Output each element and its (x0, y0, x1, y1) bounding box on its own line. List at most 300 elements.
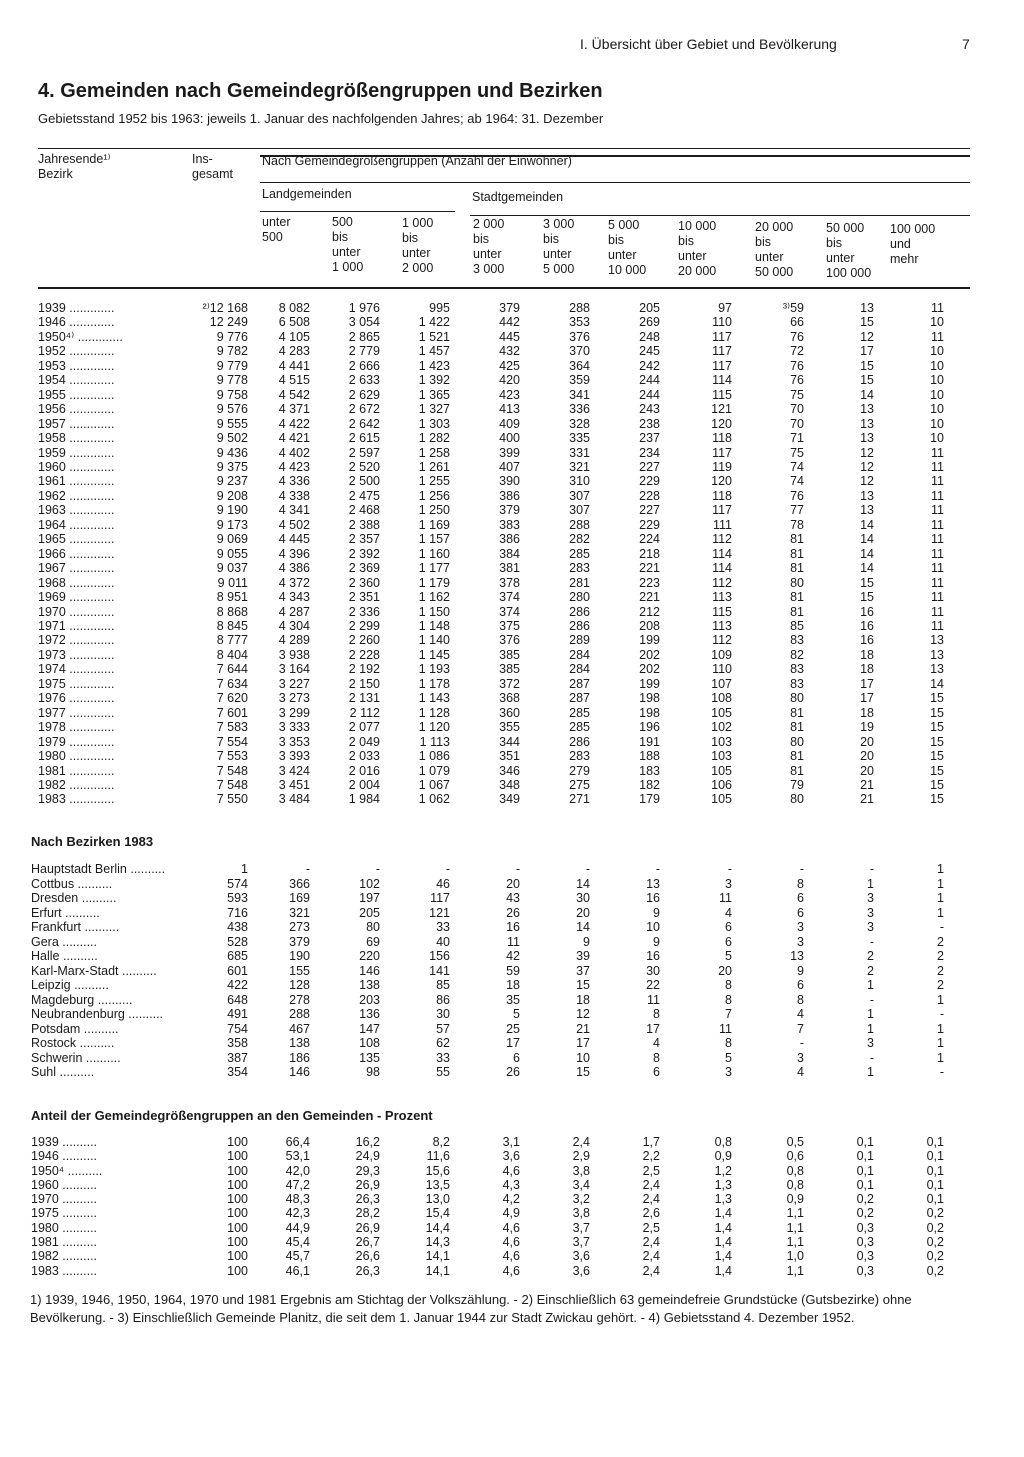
table-cell: 14 (576, 920, 590, 934)
table-cell: 33 (436, 920, 450, 934)
rule-stadt (470, 215, 970, 216)
table-cell: 22 (646, 978, 660, 992)
table-cell: 8 (653, 1007, 660, 1021)
table-cell: 8 (797, 876, 804, 891)
table-cell: 0,1 (926, 1163, 944, 1178)
table-cell: 24,9 (355, 1149, 380, 1164)
table-cell: 7 (725, 1007, 732, 1021)
table-cell: 9 208 (216, 488, 248, 503)
table-cell: 3,7 (572, 1235, 590, 1250)
table-cell: 16 (860, 604, 874, 619)
table-cell: 44,9 (285, 1220, 310, 1235)
row-label: 1981 ............. (38, 763, 115, 778)
table-cell: 26,9 (355, 1177, 380, 1192)
footnote: 1) 1939, 1946, 1950, 1964, 1970 und 1981 Ergebnis am Stichtag der Volkszählung. - 2) Einschließlich 63 gemeindefreie Grundstücke (Gutsbezirke) ohne Bevölkerung. - 3) Einschließlich Gemeinde Planitz, die seit dem 1. Januar 1944 zur Stadt Zwickau gehört. - 4) Gebietsstand 4. Dezember 1952. (30, 1292, 912, 1325)
table-cell: 14 (860, 546, 874, 561)
table-cell: 248 (639, 329, 660, 344)
table-cell: 14 (930, 676, 944, 691)
table-row (31, 964, 944, 979)
table-cell: 110 (712, 315, 732, 330)
table-cell: 15,6 (425, 1163, 450, 1178)
table-cell: - (375, 862, 380, 876)
table-cell: 243 (639, 402, 660, 417)
table-cell: 77 (790, 503, 804, 518)
table-cell: 196 (639, 720, 660, 735)
table-cell: 30 (646, 963, 660, 978)
table-cell: 4 (653, 1036, 660, 1050)
table-cell: 1 177 (418, 561, 450, 576)
table-cell: 400 (499, 431, 520, 446)
table-cell: 1 067 (418, 777, 450, 792)
table-cell: 199 (639, 633, 660, 648)
table-cell: 4 372 (278, 575, 310, 590)
table-cell: - (939, 1007, 944, 1021)
table-cell: 14 (860, 517, 874, 532)
table-cell: 11 (931, 459, 944, 474)
table-cell: 15 (930, 691, 944, 706)
table-cell: 221 (639, 590, 660, 605)
table-row (38, 706, 944, 720)
table-cell: 0,1 (856, 1177, 874, 1192)
table-row (38, 619, 944, 633)
table-cell: 76 (790, 488, 804, 503)
table-cell: 284 (569, 662, 590, 677)
table-cell: 4,6 (502, 1235, 520, 1250)
table-row (38, 677, 944, 691)
table-cell: 199 (639, 676, 660, 691)
table-cell: 76 (790, 373, 804, 388)
table-cell: 47,2 (285, 1177, 310, 1192)
table-cell: 42 (506, 949, 520, 963)
table-cell: 2,4 (642, 1263, 660, 1278)
table-cell: 238 (639, 416, 660, 431)
table-cell: 3 333 (278, 720, 310, 735)
table-cell: 186 (289, 1050, 310, 1065)
table-cell: 16 (860, 618, 874, 633)
table-cell: 14,1 (425, 1263, 450, 1278)
table-cell: 491 (227, 1007, 248, 1021)
table-cell: 39 (576, 949, 590, 963)
row-label: 1980 .......... (31, 1220, 98, 1235)
table-cell: 1 (867, 876, 874, 891)
table-cell: 335 (569, 431, 590, 446)
table-cell: 70 (790, 402, 804, 417)
table-cell: 223 (639, 575, 660, 590)
table-cell: 10 (930, 373, 944, 388)
table-cell: 2,2 (642, 1149, 660, 1164)
table-cell: 100 (227, 1149, 248, 1164)
table-cell: 30 (576, 891, 590, 905)
table-cell: 0,3 (856, 1249, 874, 1264)
table-cell: 11 (931, 546, 944, 561)
table-cell: 75 (790, 445, 804, 460)
table-row (31, 1206, 944, 1220)
table-row (31, 1235, 944, 1249)
table-cell: 111 (712, 517, 732, 532)
table-cell: 3 (867, 891, 874, 905)
table-cell: 4 (797, 1007, 804, 1021)
table-cell: 0,1 (926, 1135, 944, 1149)
table-cell: 224 (639, 532, 660, 547)
table-cell: 14,3 (425, 1235, 450, 1250)
table-cell: 229 (639, 517, 660, 532)
table-cell: 372 (499, 676, 520, 691)
table-cell: 3 227 (278, 676, 310, 691)
table-cell: 81 (790, 561, 804, 576)
table-cell: 9 037 (216, 561, 248, 576)
table-cell: 4 441 (278, 358, 310, 373)
table-cell: 6 (797, 978, 804, 992)
table-cell: 33 (436, 1050, 450, 1065)
table-cell: 37 (576, 963, 590, 978)
table-cell: 59 (506, 963, 520, 978)
table-cell: 9 069 (216, 532, 248, 547)
table-cell: 15 (930, 705, 944, 720)
table-cell: - (305, 862, 310, 876)
table-cell: 3 393 (278, 749, 310, 764)
table-cell: 108 (359, 1036, 380, 1050)
row-label: 1983 ............. (38, 792, 115, 807)
table-cell: 117 (712, 329, 732, 344)
table-cell: 10 (930, 387, 944, 402)
table-cell: 106 (711, 777, 732, 792)
table-cell: 2 642 (348, 416, 380, 431)
anteil-table (31, 1135, 944, 1278)
table-cell: ³⁾59 (782, 301, 804, 315)
table-cell: 0,1 (926, 1177, 944, 1192)
table-row (31, 920, 944, 935)
table-cell: 46,1 (285, 1263, 310, 1278)
table-cell: 234 (639, 445, 660, 460)
table-row (31, 1164, 944, 1178)
table-cell: 285 (569, 720, 590, 735)
table-cell: 1,1 (786, 1263, 804, 1278)
table-cell: 81 (790, 604, 804, 619)
table-cell: 11,6 (426, 1149, 450, 1164)
table-cell: 81 (790, 763, 804, 778)
table-cell: 17 (576, 1036, 590, 1050)
table-cell: 2,6 (642, 1206, 660, 1221)
table-cell: 1 148 (418, 618, 450, 633)
table-cell: 15 (860, 358, 874, 373)
table-cell: 341 (569, 387, 590, 402)
table-cell: 2,4 (642, 1249, 660, 1264)
table-cell: 3 (797, 1050, 804, 1065)
table-cell: 100 (227, 1135, 248, 1149)
table-row (31, 891, 944, 906)
table-cell: 190 (289, 949, 310, 963)
table-cell: 66,4 (285, 1135, 310, 1149)
table-cell: 2 388 (348, 517, 380, 532)
table-cell: 9 436 (216, 445, 248, 460)
table-cell: 1 423 (418, 358, 450, 373)
table-cell: 147 (359, 1021, 380, 1036)
table-cell: 183 (639, 763, 660, 778)
table-cell: 138 (359, 978, 380, 992)
table-cell: 10 (930, 416, 944, 431)
table-cell: - (585, 862, 590, 876)
table-cell: 4 423 (278, 459, 310, 474)
row-label: 1965 ............. (38, 532, 115, 547)
table-row (31, 1065, 944, 1080)
table-cell: 9 576 (216, 402, 248, 417)
col-stadt: Stadtgemeinden (472, 190, 564, 204)
table-cell: 35 (506, 992, 520, 1007)
table-row (38, 792, 944, 806)
table-cell: 279 (569, 763, 590, 778)
table-cell: 15 (576, 1065, 590, 1079)
table-cell: 438 (227, 920, 248, 934)
table-cell: 1 255 (418, 474, 450, 489)
table-cell: 328 (569, 416, 590, 431)
table-cell: 228 (639, 488, 660, 503)
table-row (38, 330, 944, 344)
table-cell: 13 (860, 488, 874, 503)
table-cell: 9 190 (216, 503, 248, 518)
table-cell: 62 (436, 1036, 450, 1050)
table-cell: 119 (712, 459, 732, 474)
table-cell: 1,4 (714, 1235, 732, 1250)
table-cell: 1 422 (418, 315, 450, 330)
row-label: 1939 ............. (38, 301, 115, 315)
table-cell: 3 (867, 920, 874, 934)
col-row-label: Jahresende¹⁾ Bezirk (38, 152, 111, 181)
table-cell: 117 (430, 891, 450, 905)
table-cell: 25 (506, 1021, 520, 1036)
table-cell: 117 (712, 503, 732, 518)
table-cell: 11 (719, 1021, 732, 1036)
table-cell: 2 865 (348, 329, 380, 344)
table-cell: 8 (797, 992, 804, 1007)
table-row (31, 877, 944, 892)
table-cell: 310 (569, 474, 590, 489)
row-label: 1961 ............. (38, 474, 115, 489)
table-cell: 9 237 (216, 474, 248, 489)
table-cell: 13,0 (425, 1192, 450, 1207)
table-row (31, 1036, 944, 1051)
table-cell: 0,3 (856, 1235, 874, 1250)
table-row (38, 489, 944, 503)
table-cell: 349 (499, 792, 520, 807)
table-cell: 13 (860, 416, 874, 431)
table-cell: 2 (937, 949, 944, 963)
table-cell: 72 (790, 344, 804, 359)
table-cell: 2 520 (348, 459, 380, 474)
table-cell: 4 105 (278, 329, 310, 344)
table-cell: 2 357 (348, 532, 380, 547)
table-cell: 287 (569, 691, 590, 706)
table-cell: 169 (289, 891, 310, 905)
table-cell: 100 (227, 1163, 248, 1178)
table-cell: 18 (506, 978, 520, 992)
table-cell: 205 (359, 905, 380, 920)
table-cell: 387 (227, 1050, 248, 1065)
row-label: 1946 .......... (31, 1149, 98, 1164)
table-cell: 81 (790, 590, 804, 605)
table-cell: 4,6 (502, 1163, 520, 1178)
table-cell: 0,1 (856, 1163, 874, 1178)
table-cell: 6 (653, 1065, 660, 1079)
table-cell: 271 (569, 792, 590, 807)
table-cell: 128 (289, 978, 310, 992)
table-cell: 5 (513, 1007, 520, 1021)
table-cell: 15 (860, 590, 874, 605)
table-cell: 97 (718, 301, 732, 315)
table-row (31, 1007, 944, 1022)
table-row (38, 446, 944, 460)
table-cell: 17 (860, 344, 874, 359)
row-label: Karl-Marx-Stadt .......... (31, 963, 157, 978)
table-cell: 9 055 (216, 546, 248, 561)
table-cell: 3 484 (278, 792, 310, 807)
table-cell: 14 (576, 876, 590, 891)
row-label: Rostock .......... (31, 1036, 115, 1050)
table-cell: 288 (569, 517, 590, 532)
table-cell: 2 336 (348, 604, 380, 619)
table-cell: 86 (436, 992, 450, 1007)
table-cell: 383 (499, 517, 520, 532)
table-cell: 1 079 (418, 763, 450, 778)
table-cell: 648 (227, 992, 248, 1007)
table-cell: 6 (725, 920, 732, 934)
row-label: Halle .......... (31, 949, 98, 963)
table-cell: 1 (937, 891, 944, 905)
row-label: 1979 ............. (38, 734, 115, 749)
row-label: Schwerin .......... (31, 1050, 121, 1065)
table-cell: 46 (436, 876, 450, 891)
table-cell: 20 (860, 734, 874, 749)
table-cell: 425 (499, 358, 520, 373)
table-cell: 26,3 (355, 1192, 380, 1207)
table-cell: 15 (930, 763, 944, 778)
table-cell: 202 (639, 662, 660, 677)
row-label: 1962 ............. (38, 488, 115, 503)
table-cell: 0,9 (786, 1192, 804, 1207)
table-cell: 995 (429, 301, 450, 315)
row-label: 1964 ............. (38, 517, 115, 532)
table-cell: - (445, 862, 450, 876)
table-cell: 1 157 (418, 532, 450, 547)
table-cell: 8 (725, 992, 732, 1007)
table-row (38, 764, 944, 778)
table-row (31, 1135, 944, 1149)
rule-top (38, 148, 970, 149)
table-cell: 85 (436, 978, 450, 992)
table-cell: 4 283 (278, 344, 310, 359)
table-cell: 379 (499, 301, 520, 315)
table-cell: 13 (930, 633, 944, 648)
col-size-4: 2 000 bis unter 3 000 (473, 217, 505, 276)
table-row (31, 1178, 944, 1192)
table-cell: 74 (790, 459, 804, 474)
table-cell: 1 150 (418, 604, 450, 619)
table-cell: 4 287 (278, 604, 310, 619)
row-label: Leipzig .......... (31, 978, 109, 992)
table-cell: 0,2 (856, 1206, 874, 1221)
table-cell: 66 (790, 315, 804, 330)
table-cell: 1 179 (418, 575, 450, 590)
table-cell: 2 049 (348, 734, 380, 749)
table-cell: 1 303 (418, 416, 450, 431)
table-cell: 7 548 (216, 763, 248, 778)
table-cell: 242 (639, 358, 660, 373)
table-cell: 0,2 (856, 1192, 874, 1207)
table-cell: 146 (359, 963, 380, 978)
table-cell: 3 054 (348, 315, 380, 330)
table-cell: 1 (937, 992, 944, 1007)
table-cell: 81 (790, 749, 804, 764)
table-row (38, 633, 944, 647)
table-cell: 11 (719, 891, 732, 905)
table-cell: 1 258 (418, 445, 450, 460)
table-cell: 74 (790, 474, 804, 489)
table-cell: 2 260 (348, 633, 380, 648)
table-cell: 9 (653, 905, 660, 920)
table-cell: 117 (712, 445, 732, 460)
table-cell: 1 (937, 862, 944, 876)
table-cell: 355 (499, 720, 520, 735)
table-cell: 112 (712, 575, 732, 590)
col-total: Ins- gesamt (192, 152, 233, 181)
table-row (38, 417, 944, 431)
table-cell: 2 (937, 934, 944, 949)
col-size-9: 50 000 bis unter 100 000 (826, 221, 872, 280)
table-cell: 11 (931, 561, 944, 576)
table-cell: 574 (227, 876, 248, 891)
table-cell: 354 (227, 1065, 248, 1079)
table-cell: 2,5 (642, 1163, 660, 1178)
table-cell: 20 (576, 905, 590, 920)
table-cell: 1 162 (418, 590, 450, 605)
row-label: 1970 ............. (38, 604, 115, 619)
table-cell: 3,6 (502, 1149, 520, 1164)
row-label: 1969 ............. (38, 590, 115, 605)
table-row (31, 935, 944, 950)
table-cell: 381 (499, 561, 520, 576)
table-cell: 11 (507, 934, 520, 949)
table-cell: 1 143 (418, 691, 450, 706)
table-cell: 105 (711, 763, 732, 778)
table-cell: 83 (790, 676, 804, 691)
table-row (38, 749, 944, 763)
table-cell: 376 (569, 329, 590, 344)
table-cell: 20 (718, 963, 732, 978)
table-cell: 118 (712, 488, 732, 503)
table-cell: 4,6 (502, 1220, 520, 1235)
table-cell: 275 (569, 777, 590, 792)
table-cell: - (869, 1050, 874, 1065)
table-cell: 244 (639, 387, 660, 402)
table-cell: 4 396 (278, 546, 310, 561)
table-cell: ²⁾12 168 (202, 301, 248, 315)
table-cell: 21 (860, 777, 874, 792)
table-cell: 3 (797, 920, 804, 934)
row-label: 1959 ............. (38, 445, 115, 460)
table-cell: 280 (569, 590, 590, 605)
row-label: 1952 ............. (38, 344, 115, 359)
table-cell: 346 (499, 763, 520, 778)
table-cell: 445 (499, 329, 520, 344)
table-row (31, 978, 944, 993)
table-row (38, 431, 944, 445)
table-row (38, 359, 944, 373)
table-row (31, 862, 944, 877)
table-cell: 0,6 (786, 1149, 804, 1164)
table-cell: 9 (583, 934, 590, 949)
table-cell: 11 (931, 618, 944, 633)
table-cell: 4 542 (278, 387, 310, 402)
table-cell: 1 282 (418, 431, 450, 446)
